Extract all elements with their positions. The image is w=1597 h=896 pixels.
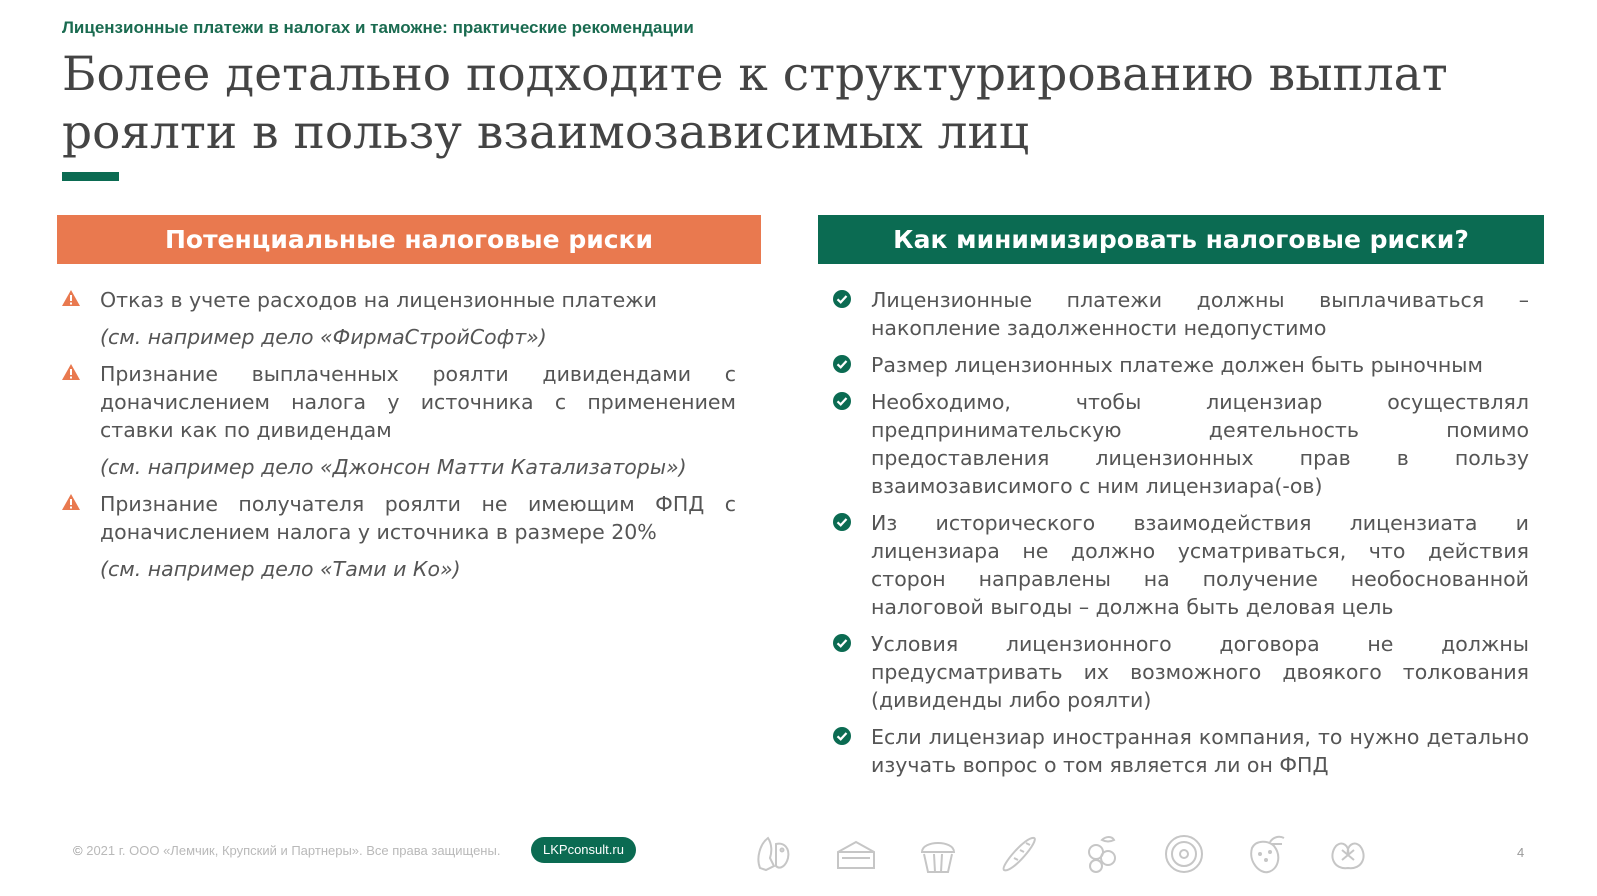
- recommendation-item: [833, 388, 1529, 500]
- recommendation-item: [833, 509, 1529, 621]
- risk-text: Отказ в учете расходов на лицензионные платежи: [100, 288, 657, 312]
- muffin-icon: [914, 830, 962, 878]
- slide-title-line-1: Более детально подходите к структурированию выплат: [62, 47, 1448, 102]
- berries-icon: [1078, 830, 1126, 878]
- website-badge-link[interactable]: LKPconsult.ru: [531, 837, 636, 863]
- minimize-list: [833, 286, 1529, 788]
- warning-icon: [62, 364, 80, 380]
- warning-icon: [62, 290, 80, 306]
- fish-icon: [750, 830, 798, 878]
- risk-case-ref: (см. например дело «Джонсон Матти Катализаторы»): [100, 455, 687, 479]
- check-circle-icon: [833, 355, 851, 373]
- slide-title-line-2: роялти в пользу взаимозависимых лиц: [62, 105, 1030, 160]
- strawberry-icon: [1242, 830, 1290, 878]
- cookie-icon: [1160, 830, 1208, 878]
- recommendation-text: Размер лицензионных платеже должен быть рыночным: [871, 353, 1483, 377]
- baguette-icon: [996, 830, 1044, 878]
- recommendation-text: Если лицензиар иностранная компания, то нужно детально изучать вопрос о том является ли он ФПД: [871, 725, 1529, 777]
- copyright-symbol: ©: [73, 843, 83, 858]
- risks-panel-header: Потенциальные налоговые риски: [57, 215, 761, 264]
- copyright-text: 2021 г. ООО «Лемчик, Крупский и Партнеры». Все права защищены.: [86, 843, 501, 858]
- risk-text: Признание получателя роялти не имеющим ФПД с доначислением налога у источника в размере 20%: [100, 492, 736, 544]
- recommendation-text: Лицензионные платежи должны выплачиваться – накопление задолженности недопустимо: [871, 288, 1529, 340]
- recommendation-item: [833, 351, 1529, 379]
- check-circle-icon: [833, 727, 851, 745]
- food-icons-row: [750, 830, 1372, 878]
- risk-item: [62, 490, 736, 546]
- check-circle-icon: [833, 634, 851, 652]
- slide-subtitle: Лицензионные платежи в налогах и таможне: практические рекомендации: [62, 18, 694, 37]
- minimize-panel-header: Как минимизировать налоговые риски?: [818, 215, 1544, 264]
- risks-list: [62, 286, 736, 592]
- recommendation-text: Необходимо, чтобы лицензиар осуществлял предпринимательскую деятельность помимо предоставления лицензионных прав в пользу взаимозависимого с ним лицензиара(-ов): [871, 390, 1529, 498]
- risk-item: [62, 286, 736, 314]
- check-circle-icon: [833, 290, 851, 308]
- recommendation-item: [833, 286, 1529, 342]
- pretzel-icon: [1324, 830, 1372, 878]
- check-circle-icon: [833, 513, 851, 531]
- check-circle-icon: [833, 392, 851, 410]
- warning-icon: [62, 494, 80, 510]
- slide-title: [62, 46, 1482, 162]
- recommendation-text: Из исторического взаимодействия лицензиата и лицензиара не должно усматриваться, что действия сторон направлены на получение необоснованной налоговой выгоды – должна быть деловая цель: [871, 511, 1529, 619]
- risk-item: [62, 360, 736, 444]
- recommendation-item: [833, 630, 1529, 714]
- risk-case-ref: (см. например дело «Тами и Ко»): [100, 557, 461, 581]
- recommendation-text: Условия лицензионного договора не должны предусматривать их возможного двоякого толкования (дивиденды либо роялти): [871, 632, 1529, 712]
- risk-text: Признание выплаченных роялти дивидендами с доначислением налога у источника с применением ставки как по дивидендам: [100, 362, 736, 442]
- page-number: 4: [1517, 845, 1525, 860]
- cheese-icon: [832, 830, 880, 878]
- risk-case-ref: (см. например дело «ФирмаСтройСофт»): [100, 325, 547, 349]
- footer-copyright: [73, 843, 500, 858]
- title-accent-bar: [62, 172, 119, 181]
- recommendation-item: [833, 723, 1529, 779]
